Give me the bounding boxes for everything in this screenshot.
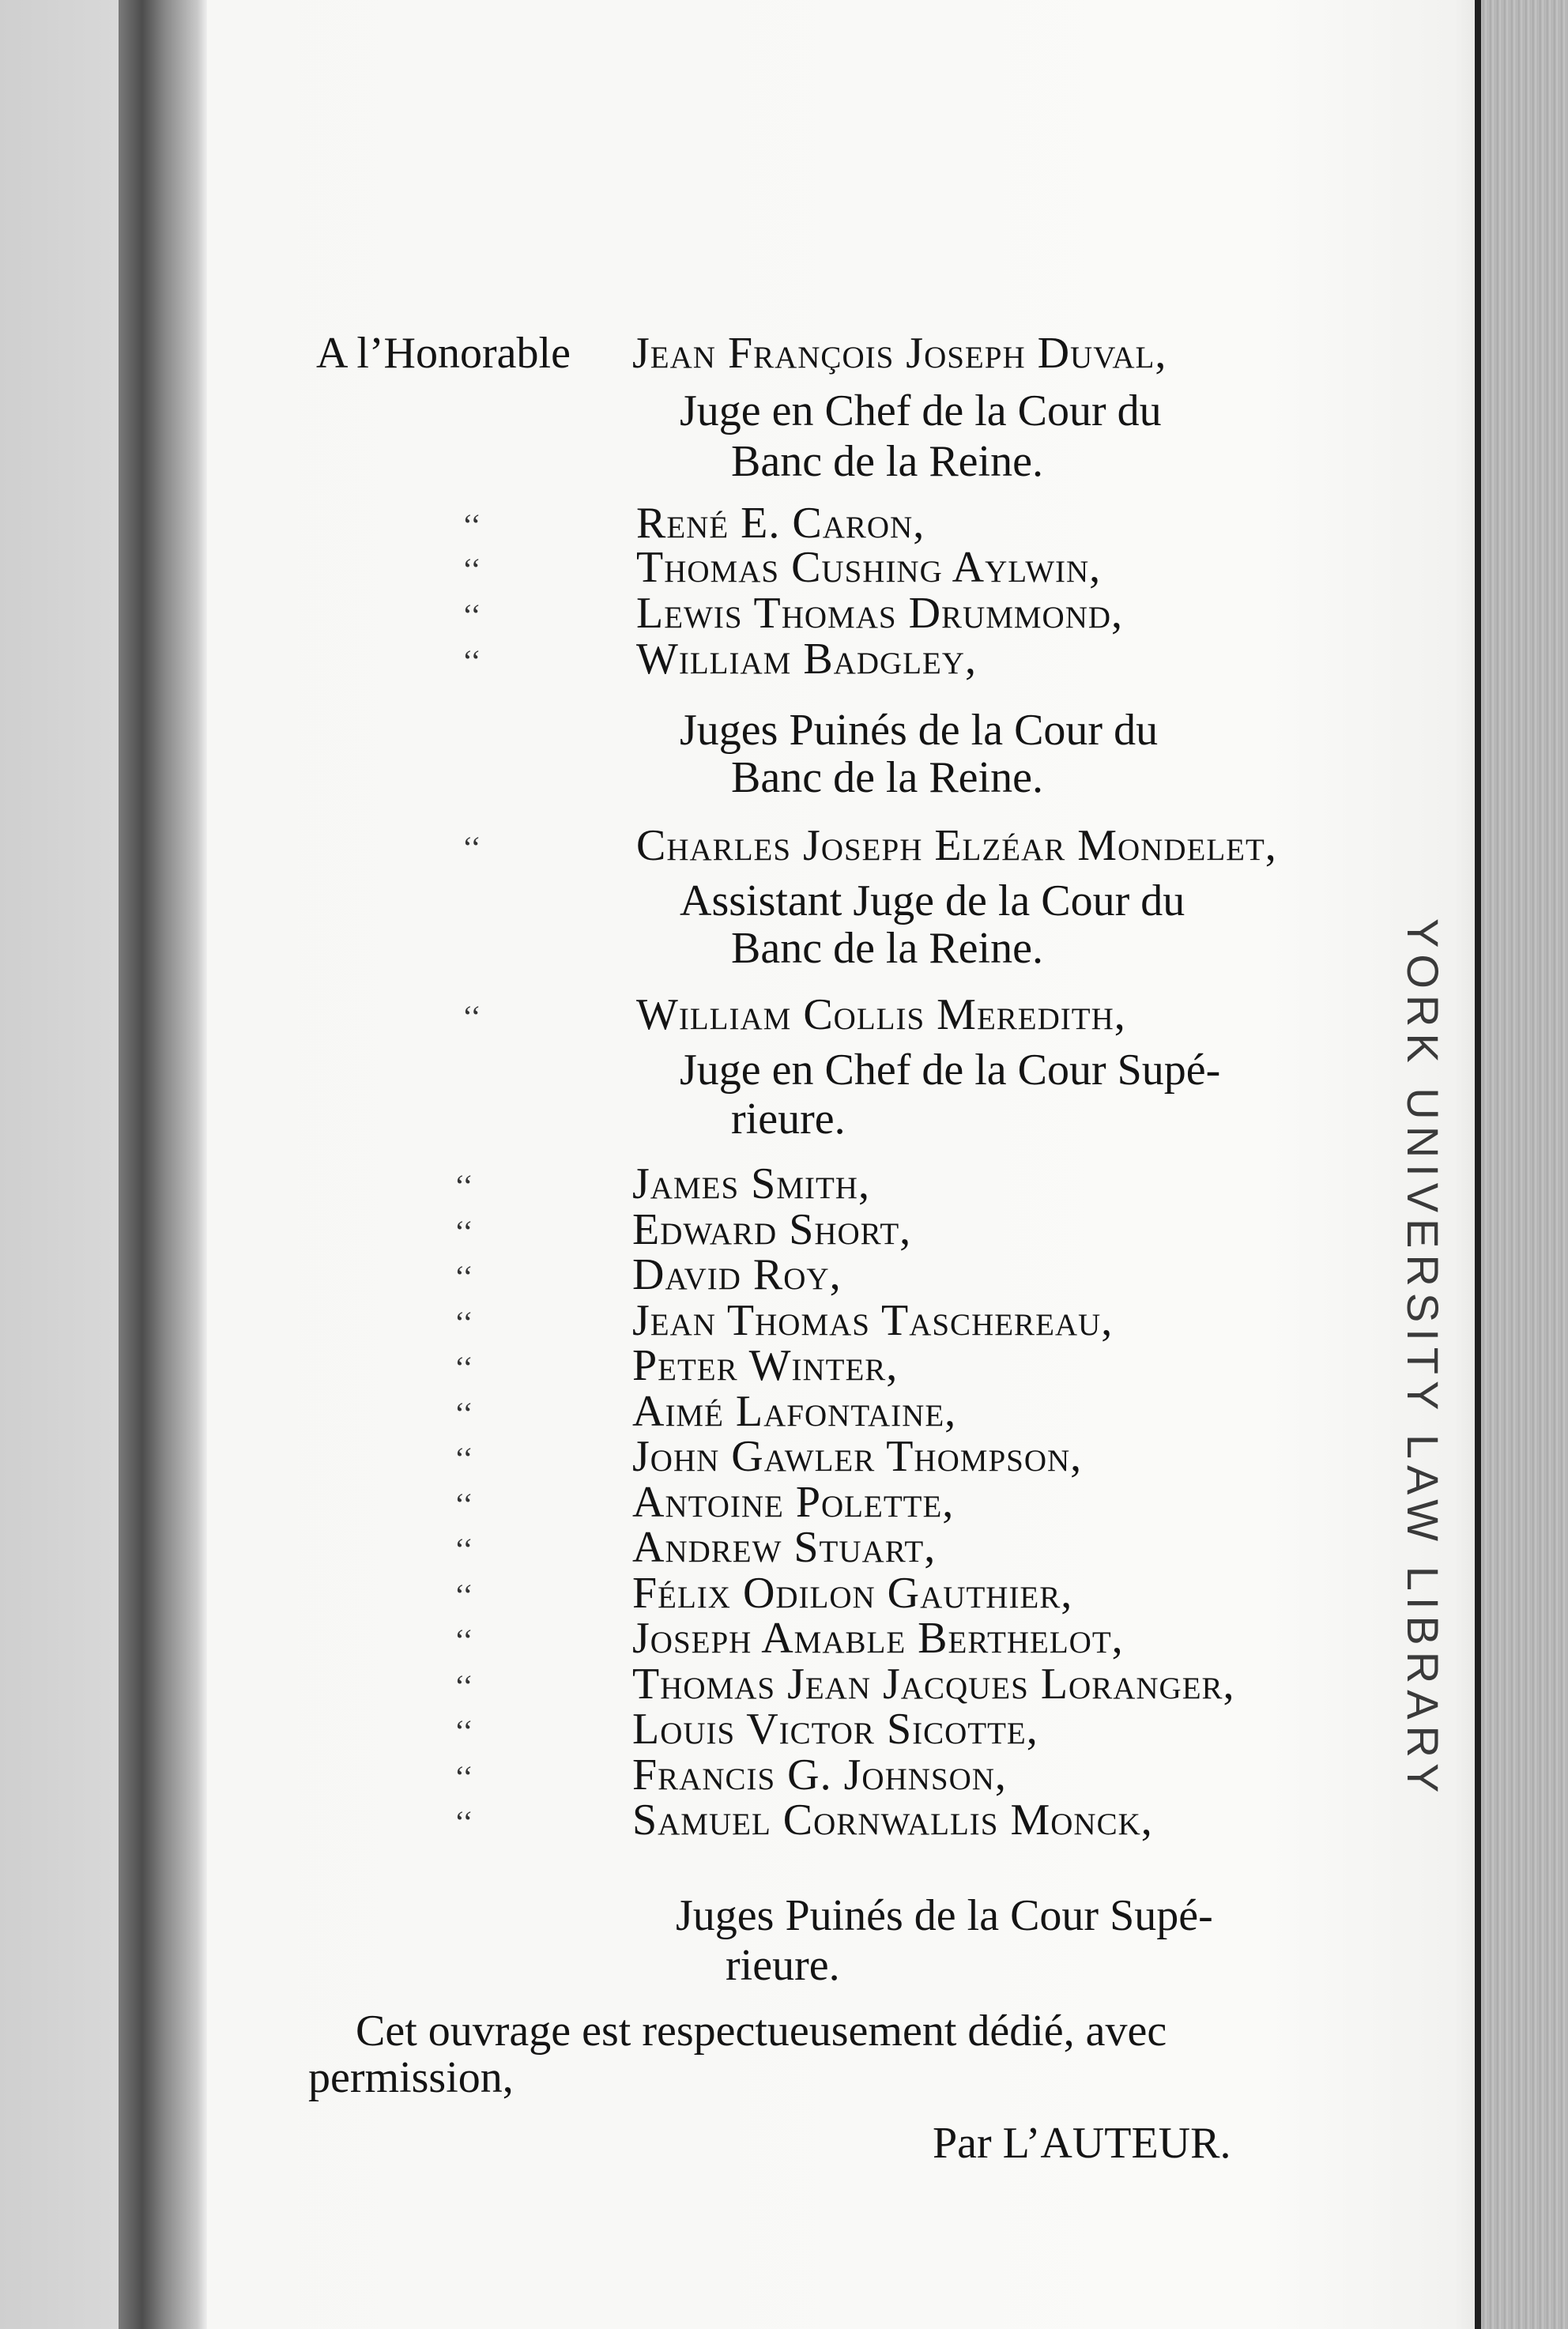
judge-title-line: Assistant Juge de la Cour du [680, 876, 1185, 925]
ditto-mark: ‘‘ [454, 1214, 473, 1249]
ditto-mark: ‘‘ [462, 597, 481, 633]
judge-title-line: rieure. [731, 1095, 846, 1144]
ditto-mark: ‘‘ [462, 552, 481, 587]
judge-title-line: Banc de la Reine. [731, 753, 1043, 802]
library-stamp: YORK UNIVERSITY LAW LIBRARY [1398, 918, 1448, 1800]
judge-title-line: Banc de la Reine. [731, 924, 1043, 973]
judge-name: Thomas Cushing Aylwin, [636, 543, 1102, 592]
judge-name: William Badgley, [636, 635, 977, 684]
judge-name: Joseph Amable Berthelot, [632, 1614, 1124, 1663]
judge-title-line: Juge en Chef de la Cour Supé- [680, 1046, 1221, 1095]
closing-line: permission, [308, 2053, 514, 2102]
ditto-mark: ‘‘ [454, 1305, 473, 1340]
closing-line: Cet ouvrage est respectueusement dédié, avec [356, 2007, 1167, 2056]
book-binding-shadow [119, 0, 207, 2329]
judge-name: David Roy, [632, 1250, 842, 1299]
ditto-mark: ‘‘ [454, 1577, 473, 1613]
ditto-mark: ‘‘ [454, 1259, 473, 1295]
judge-name: William Collis Meredith, [636, 990, 1126, 1039]
ditto-mark: ‘‘ [454, 1532, 473, 1567]
judge-name: Samuel Cornwallis Monck, [632, 1796, 1153, 1845]
ditto-mark: ‘‘ [454, 1713, 473, 1749]
judge-name: Félix Odilon Gauthier, [632, 1569, 1073, 1618]
judge-title-line: rieure. [726, 1941, 840, 1990]
judge-title-line: Juge en Chef de la Cour du [680, 386, 1162, 435]
ditto-mark: ‘‘ [462, 643, 481, 679]
ditto-mark: ‘‘ [454, 1441, 473, 1476]
judge-name: Edward Short, [632, 1205, 912, 1254]
ditto-mark: ‘‘ [454, 1804, 473, 1840]
judge-name: John Gawler Thompson, [632, 1432, 1083, 1481]
judge-name: James Smith, [632, 1159, 870, 1208]
judge-name: Lewis Thomas Drummond, [636, 589, 1124, 638]
judge-name: Jean Thomas Taschereau, [632, 1296, 1114, 1345]
ditto-mark: ‘‘ [462, 507, 481, 543]
judge-name: Aimé Lafontaine, [632, 1387, 957, 1436]
judge-name: Jean François Joseph Duval, [632, 329, 1167, 378]
book-page-edges [1481, 0, 1568, 2329]
ditto-mark: ‘‘ [454, 1759, 473, 1795]
ditto-mark: ‘‘ [462, 830, 481, 865]
judge-name: Andrew Stuart, [632, 1523, 937, 1572]
salutation: A l’Honorable [316, 329, 571, 378]
judge-name: Thomas Jean Jacques Loranger, [632, 1660, 1235, 1709]
ditto-mark: ‘‘ [454, 1487, 473, 1522]
page-edge-shadow [1475, 0, 1481, 2329]
ditto-mark: ‘‘ [462, 999, 481, 1034]
judge-title-line: Banc de la Reine. [731, 437, 1043, 486]
judge-title-line: Juges Puinés de la Cour Supé- [676, 1891, 1213, 1940]
ditto-mark: ‘‘ [454, 1668, 473, 1704]
judge-name: Charles Joseph Elzéar Mondelet, [636, 821, 1277, 870]
judge-name: Antoine Polette, [632, 1478, 955, 1527]
judge-name: Peter Winter, [632, 1341, 899, 1390]
ditto-mark: ‘‘ [454, 1350, 473, 1385]
ditto-mark: ‘‘ [454, 1396, 473, 1431]
judge-name: René E. Caron, [636, 499, 925, 548]
author-signature: Par L’AUTEUR. [933, 2119, 1231, 2168]
ditto-mark: ‘‘ [454, 1168, 473, 1204]
judge-name: Francis G. Johnson, [632, 1751, 1007, 1800]
ditto-mark: ‘‘ [454, 1622, 473, 1658]
judge-title-line: Juges Puinés de la Cour du [680, 706, 1159, 755]
judge-name: Louis Victor Sicotte, [632, 1705, 1038, 1754]
